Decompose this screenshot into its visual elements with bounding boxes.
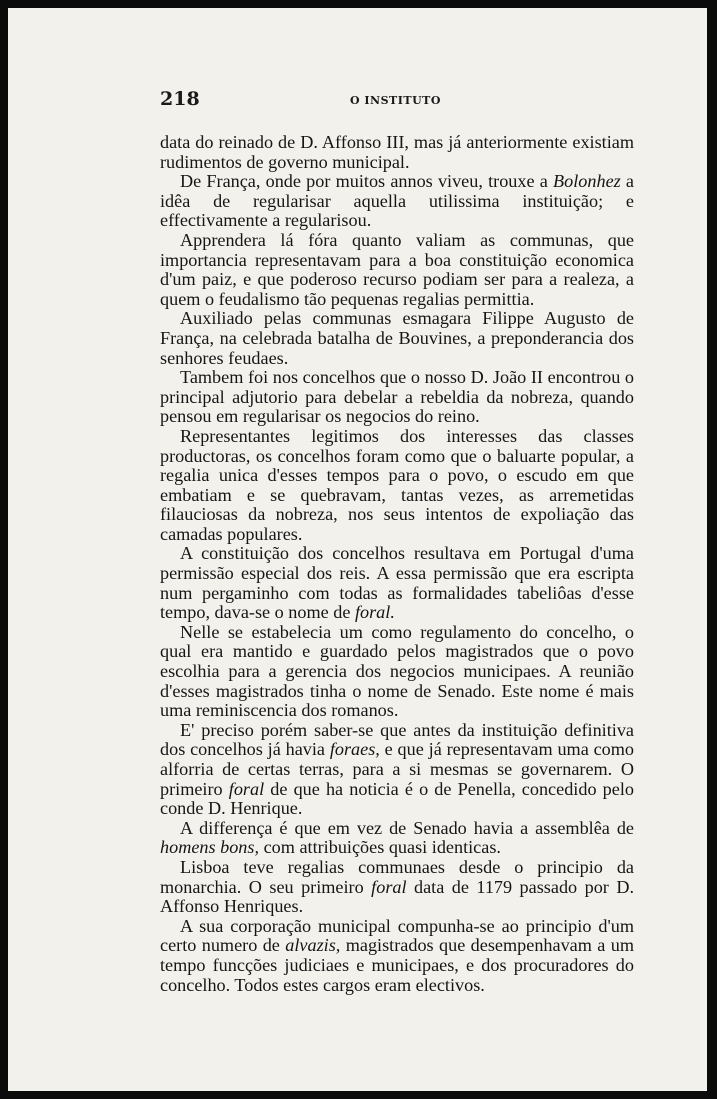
- text-run: A sua corporação municipal compunha-se ao principio d'um certo numero de: [160, 915, 634, 956]
- paragraph: [160, 231, 634, 309]
- italic-term: Bolonhez: [553, 171, 621, 192]
- text-run: magistrados que desempenhavam a um tempo funcções judiciaes e municipaes, e dos procuradores do concelho. Todos estes cargos eram electivos.: [160, 935, 634, 995]
- text-run: Apprendera lá fóra quanto valiam as communas, que importancia representavam para a boa constituição economica d'um paiz, e que poderoso recurso podiam ser para a realeza, a quem o feudalismo tão pequenas regalias permittia.: [160, 229, 634, 309]
- paragraph: [160, 427, 634, 545]
- page-header: [160, 88, 630, 118]
- italic-term: foraes,: [329, 739, 380, 760]
- book-page: [8, 8, 707, 1091]
- text-run: Auxiliado pelas communas esmagara Filippe Augusto de França, na celebrada batalha de Bouvines, a preponderancia dos senhores feudaes.: [160, 308, 634, 368]
- text-run: de que ha noticia é o de Penella, concedido pelo conde D. Henrique.: [160, 778, 634, 819]
- text-run: A differença é que em vez de Senado havia a assemblêa de: [180, 817, 634, 838]
- page-number: 218: [160, 88, 200, 110]
- italic-term: foral.: [354, 602, 395, 623]
- paragraph: [160, 819, 634, 858]
- text-run: Lisboa teve regalias communaes desde o principio da monarchia. O seu primeiro: [160, 856, 634, 897]
- text-run: com attribuições quasi identicas.: [259, 837, 501, 858]
- paragraph: [160, 368, 634, 427]
- text-run: Representantes legitimos dos interesses das classes productoras, os concelhos foram como que o baluarte popular, a regalia unica d'esses tempos para o povo, o escudo em que embatiam e se quebravam, tantas vezes, as arremetidas filauciosas da nobreza, nos seus intentos de expoliação das camadas populares.: [160, 425, 634, 544]
- paragraph: [160, 721, 634, 819]
- text-run: E' preciso porém saber-se que antes da instituição definitiva dos concelhos já havia: [160, 719, 634, 760]
- italic-term: foral: [228, 778, 265, 799]
- text-run: e que já representavam uma como alforria de certas terras, para a si mesmas se governarem. O primeiro: [160, 739, 634, 799]
- text-run: A constituição dos concelhos resultava em Portugal d'uma permissão especial dos reis. A essa permissão que era escripta num pergaminho com todas as formalidades tabeliôas d'esse tempo, dava-se o nome de: [160, 543, 634, 623]
- paragraph: [160, 623, 634, 721]
- body-text: [160, 133, 634, 995]
- italic-term: foral: [371, 876, 407, 897]
- text-run: De França, onde por muitos annos viveu, trouxe a: [180, 171, 554, 192]
- italic-term: alvazis,: [285, 935, 341, 956]
- paragraph: [160, 133, 634, 172]
- text-run: data de 1179 passado por D. Affonso Henriques.: [160, 876, 634, 917]
- running-head: O INSTITUTO: [350, 94, 441, 107]
- italic-term: homens bons,: [160, 837, 260, 858]
- text-run: Tambem foi nos concelhos que o nosso D. João II encontrou o principal adjutorio para debelar a rebeldia da nobreza, quando pensou em regularisar os negocios do reino.: [160, 367, 634, 427]
- paragraph: [160, 309, 634, 368]
- text-run: Nelle se estabelecia um como regulamento do concelho, o qual era mantido e guardado pelos magistrados que o povo escolhia para a gerencia dos negocios municipaes. A reunião d'esses magistrados tinha o nome de Senado. Este nome é mais uma reminiscencia dos romanos.: [160, 621, 634, 721]
- paragraph: [160, 917, 634, 995]
- paragraph: [160, 172, 634, 231]
- paragraph: [160, 858, 634, 917]
- text-run: a idêa de regularisar aquella utilissima instituição; e effectivamente a regularisou.: [160, 171, 635, 231]
- paragraph: [160, 544, 634, 622]
- text-run: data do reinado de D. Affonso III, mas já anteriormente existiam rudimentos de governo municipal.: [160, 132, 634, 172]
